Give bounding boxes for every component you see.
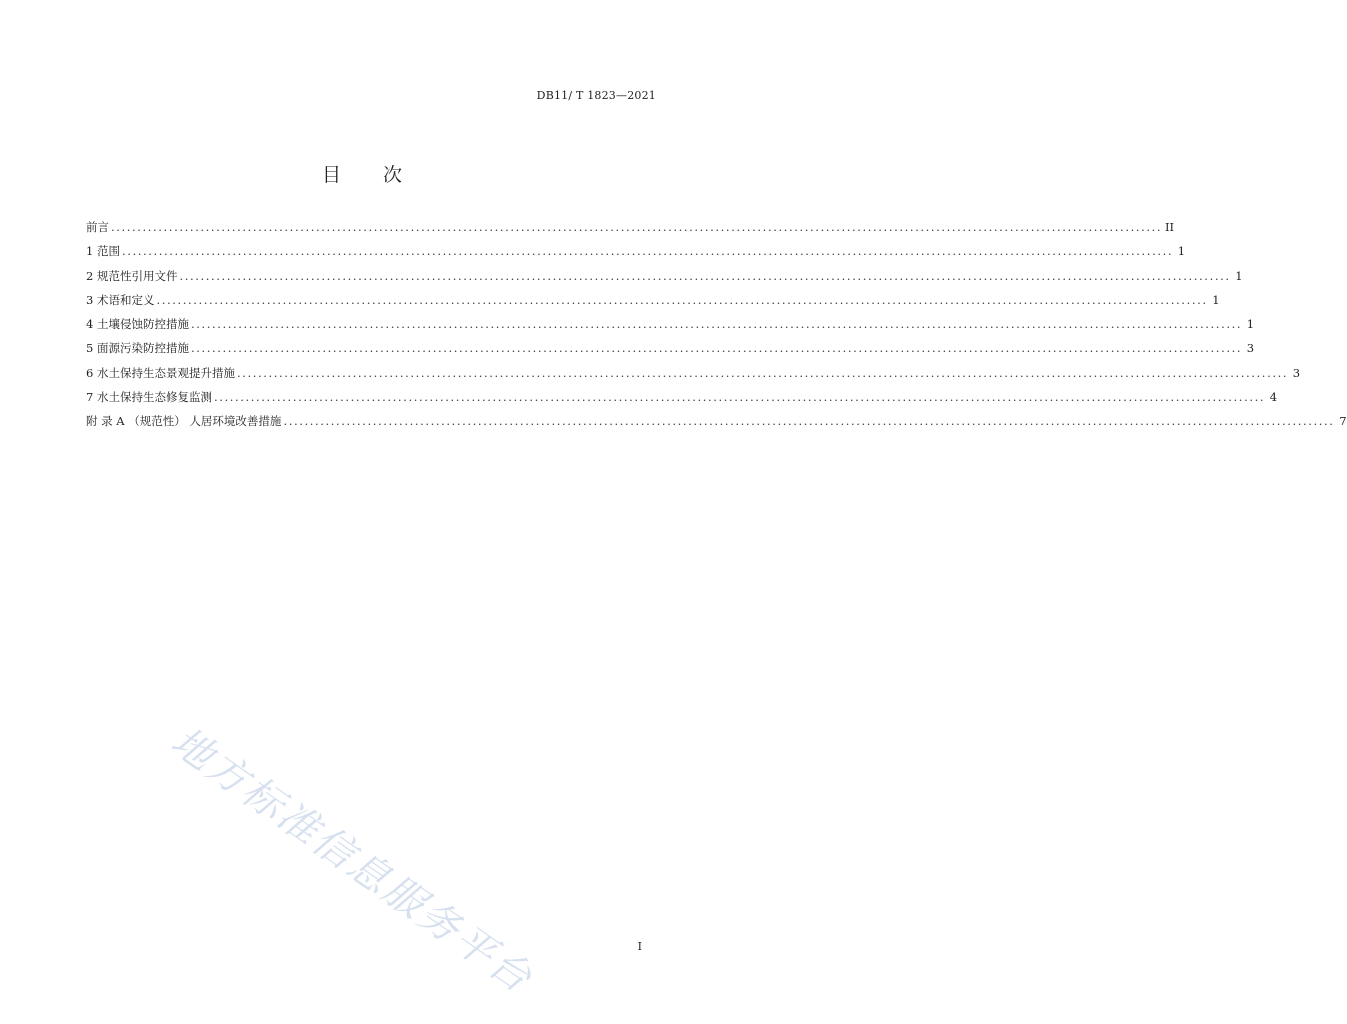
toc-entry-label: 附 录 A （规范性） 人居环境改善措施 [86,414,282,429]
toc-entry-label: 4 土壤侵蚀防控措施 [86,317,189,332]
toc-entry-landscape-improvement[interactable] [86,365,1301,389]
toc-entry-terms-definitions[interactable] [86,292,1220,316]
toc-leader-dots: ........................................................................................................................................................................................................ [190,317,1243,332]
toc-leader-dots: ........................................................................................................................................................................................................ [111,220,1163,234]
toc-entry-page: 1 [1212,292,1220,307]
toc-entry-page: 4 [1269,390,1278,405]
table-of-contents [86,219,1347,438]
toc-entry-page: 7 [1339,414,1347,429]
toc-entry-label: 前言 [86,220,109,234]
toc-leader-dots: ........................................................................................................................................................................................................ [190,341,1243,356]
toc-leader-dots: ........................................................................................................................................................................................................ [179,268,1231,283]
toc-entry-label: 5 面源污染防控措施 [86,341,189,356]
toc-entry-page: 1 [1246,317,1255,332]
toc-entry-appendix-a[interactable] [86,413,1347,437]
watermark: 地方标准信息服务平台 [162,718,542,1003]
toc-entry-foreword[interactable] [86,219,1175,243]
page-number: I [637,940,642,953]
toc-leader-dots: ........................................................................................................................................................................................................ [156,292,1208,307]
toc-entry-soil-erosion-control[interactable] [86,316,1255,340]
toc-leader-dots: ........................................................................................................................................................................................................ [121,244,1174,259]
toc-entry-label: 3 术语和定义 [86,292,155,307]
toc-entry-scope[interactable] [86,243,1186,267]
toc-entry-normative-references[interactable] [86,268,1243,292]
toc-entry-label: 1 范围 [86,244,120,259]
toc-entry-nonpoint-pollution-control[interactable] [86,340,1255,364]
toc-entry-page: 3 [1292,365,1301,380]
toc-entry-label: 2 规范性引用文件 [86,268,178,283]
toc-leader-dots: ........................................................................................................................................................................................................ [283,414,1335,429]
toc-entry-label: 6 水土保持生态景观提升措施 [86,365,235,380]
toc-entry-page: II [1165,220,1175,234]
toc-entry-label: 7 水土保持生态修复监测 [86,390,212,405]
toc-leader-dots: ........................................................................................................................................................................................................ [213,390,1266,405]
toc-entry-page: 1 [1177,244,1186,259]
toc-entry-page: 1 [1235,268,1243,283]
standard-code: DB11/ T 1823—2021 [536,89,656,102]
toc-entry-page: 3 [1246,341,1255,356]
page-title: 目 次 [321,164,421,186]
toc-leader-dots: ........................................................................................................................................................................................................ [236,365,1289,380]
toc-entry-restoration-monitoring[interactable] [86,389,1278,413]
